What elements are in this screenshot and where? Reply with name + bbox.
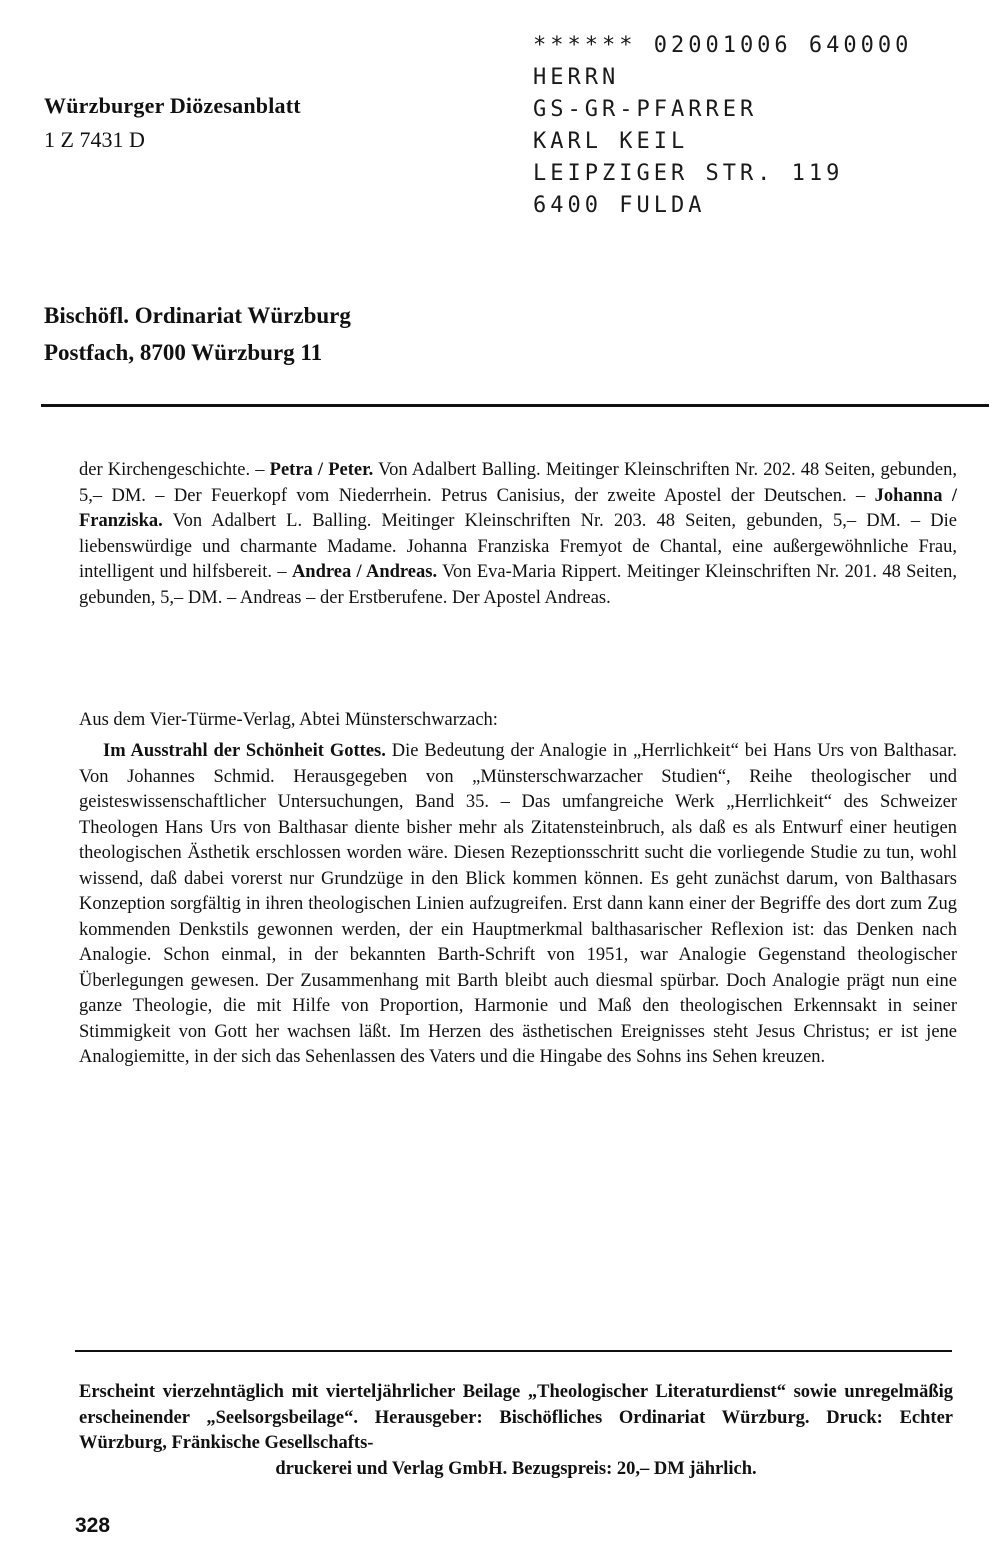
text-run: Von Adalbert Balling. Meitinger Kleinschriften Nr. 202. 48 Seiten, gebunden, 5,– DM. – Der Feuerkopf vom Niederrhein. Petrus Canisius, der zweite Apostel der Deutschen. – (79, 460, 957, 506)
address-line-salutation: HERRN (533, 65, 620, 90)
imprint-last-line: druckerei und Verlag GmbH. Bezugspreis: 20,– DM jährlich. (275, 1458, 757, 1479)
sender-address: Postfach, 8700 Würzburg 11 (44, 340, 323, 365)
publication-title: Würzburger Diözesanblatt (44, 93, 301, 118)
imprint-footer (79, 1380, 953, 1482)
imprint-text: Erscheint vierzehntäglich mit vierteljährlicher Beilage „Theologischer Literaturdienst“ sowie unregelmäßig erscheinender „Seelsorgsbeilage“. Herausgeber: Bischöfliches Ordinariat Würzburg. Druck: Echter Würzburg, Fränkische Gesellschafts- (79, 1382, 953, 1453)
footer-divider (75, 1350, 952, 1352)
review-paragraph-1 (79, 458, 957, 611)
address-line-id: ****** 02001006 640000 (533, 33, 913, 58)
text-run: Von Eva-Maria Rippert. Meitinger Kleinschriften Nr. 201. 48 Seiten, gebunden, 5,– DM. – Andreas – der Erstberufene. Der Apostel Andreas. (79, 562, 958, 608)
address-line-title: GS-GR-PFARRER (533, 97, 758, 122)
header-divider (41, 404, 989, 407)
review-paragraph-2 (79, 739, 957, 1071)
address-line-street: LEIPZIGER STR. 119 (533, 161, 844, 186)
book-title-petra: Petra / Peter. (269, 460, 374, 480)
book-title-ausstrahl: Im Ausstrahl der Schönheit Gottes. (103, 741, 386, 761)
page-number: 328 (75, 1514, 111, 1537)
text-run: Die Bedeutung der Analogie in „Herrlichkeit“ bei Hans Urs von Balthasar. Von Johannes Schmid. Herausgegeben von „Münsterschwarzacher Studien“, Reihe theologischer und geisteswissenschaftlicher Untersuchungen, Band 35. – Das umfangreiche Werk „Herrlichkeit“ des Schweizer Theologen Hans Urs von Balthasar diente bisher mehr als Zitatensteinbruch, als daß es als Entwurf einer heutigen theologischen Ästhetik erschlossen worden wäre. Diesen Rezeptionsschritt sucht die vorliegende Studie zu tun, wohl wissend, daß dabei vorerst nur Grundzüge in den Blick kommen können. Es geht zunächst darum, von Balthasars Konzeption sorgfältig in ihren theologischen Linien aufzugreifen. Erst dann kann einer der Begriffe des dort zum Zug kommenden Denkstils gewonnen werden, der ein Hauptmerkmal balthasarischer Reflexion ist: das Denken nach Analogie. Schon einmal, in der bekannten Barth-Schrift von 1951, war Analogie Gegenstand theologischer Überlegungen gewesen. Der Zusammenhang mit Barth bleibt auch diesmal spürbar. Doch Analogie prägt nun eine ganze Theologie, die mit Hilfe von Proportion, Harmonie und Maß den theologischen Erkennsakt in seiner Stimmigkeit von Gott her wachsen läßt. Im Herzen des ästhetischen Ereignisses steht Jesus Christus; er ist jene Analogiemitte, in der sich das Sehenlassen des Vaters und die Hingabe des Sohns ins Sehen kreuzen. (79, 741, 957, 1067)
publication-code: 1 Z 7431 D (44, 127, 145, 152)
address-label (533, 30, 912, 222)
book-title-johanna: Johanna / Franziska. (79, 485, 957, 531)
text-run: Von Adalbert L. Balling. Meitinger Kleinschriften Nr. 203. 48 Seiten, gebunden, 5,– DM. – Die liebenswürdige und charmante Madame. Johanna Franziska Fremyot de Chantal, eine außergewöhnliche Frau, intelligent und hilfsbereit. – (79, 511, 957, 582)
address-line-city: 6400 FULDA (533, 193, 706, 218)
sender-name: Bischöfl. Ordinariat Würzburg (44, 303, 351, 328)
address-line-name: KARL KEIL (533, 129, 689, 154)
book-title-andrea: Andrea / Andreas. (291, 562, 438, 582)
text-run: der Kirchengeschichte. – (79, 460, 270, 480)
publisher-heading: Aus dem Vier-Türme-Verlag, Abtei Münsterschwarzach: (79, 710, 498, 730)
